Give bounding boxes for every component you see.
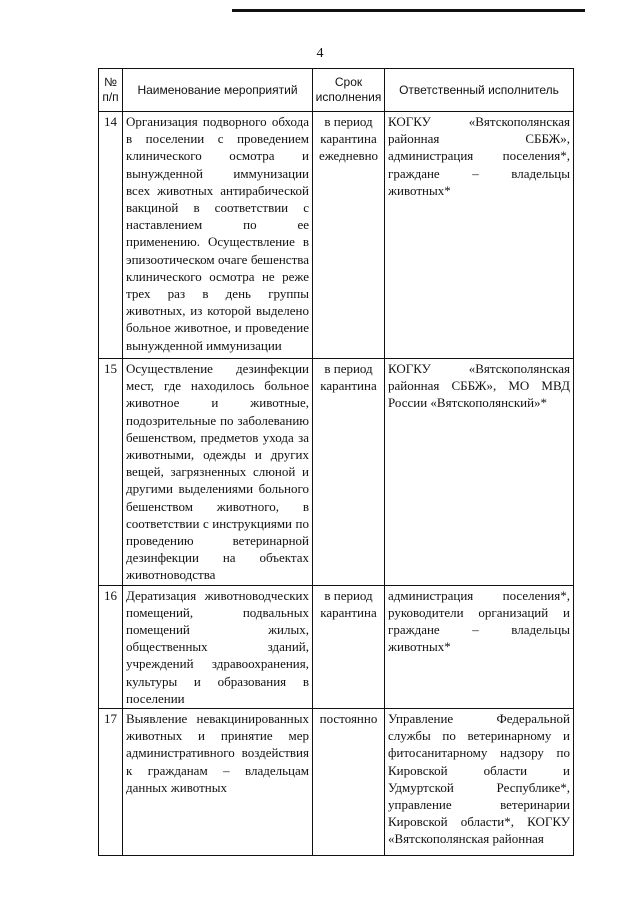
table-row: [99, 359, 574, 586]
header-no: № п/п: [99, 69, 123, 112]
measure-name: Осуществление дезинфекции мест, где находилось больное животное и животные, подозрительные по заболеванию бешенством, предметов ухода за животными, одежды и других вещей, загрязненных слюной и другими выделениями больного бешенством животного, в соответствии с инструкциями по проведению ветеринарной дезинфекции на объектах животноводства: [123, 359, 313, 586]
table-header-row: [99, 69, 574, 112]
table-row: [99, 585, 574, 708]
header-term: Срок исполнения: [313, 69, 385, 112]
header-name: Наименование мероприятий: [123, 69, 313, 112]
measures-table: [98, 68, 574, 856]
top-rule: [232, 9, 585, 12]
measure-responsible: КОГКУ «Вятскополянская районная СББЖ», администрация поселения*, граждане – владельцы животных*: [385, 112, 574, 359]
row-number: 17: [99, 709, 123, 856]
measure-responsible: Управление Федеральной службы по ветеринарному и фитосанитарному надзору по Кировской области и Удмуртской Республике*, управление ветеринарии Кировской области*, КОГКУ «Вятскополянская районная: [385, 709, 574, 856]
measure-name: Выявление невакцинированных животных и принятие мер административного воздействия к гражданам – владельцам данных животных: [123, 709, 313, 856]
measure-responsible: администрация поселения*, руководители организаций и граждане – владельцы животных*: [385, 585, 574, 708]
measure-name: Дератизация животноводческих помещений, подвальных помещений жилых, общественных зданий, учреждений здравоохранения, культуры и образования в поселении: [123, 585, 313, 708]
row-number: 14: [99, 112, 123, 359]
table-row: [99, 709, 574, 856]
measure-term: постоянно: [313, 709, 385, 856]
row-number: 15: [99, 359, 123, 586]
page-number: 4: [316, 46, 324, 61]
row-number: 16: [99, 585, 123, 708]
measure-term: в период карантина: [313, 585, 385, 708]
measure-responsible: КОГКУ «Вятскополянская районная СББЖ», МО МВД России «Вятскополянский»*: [385, 359, 574, 586]
measure-name: Организация подворного обхода в поселении с проведением клинического осмотра и вынужденной иммунизации всех животных антирабической вакциной в соответствии с наставлением по ее применению. Осуществление в эпизоотическом очаге бешенства клинического осмотра не реже трех раз в день группы животных, из которой выделено больное животное, и проведение вынужденной иммунизации: [123, 112, 313, 359]
header-responsible: Ответственный исполнитель: [385, 69, 574, 112]
table-row: [99, 112, 574, 359]
measure-term: в период карантина ежедневно: [313, 112, 385, 359]
measure-term: в период карантина: [313, 359, 385, 586]
